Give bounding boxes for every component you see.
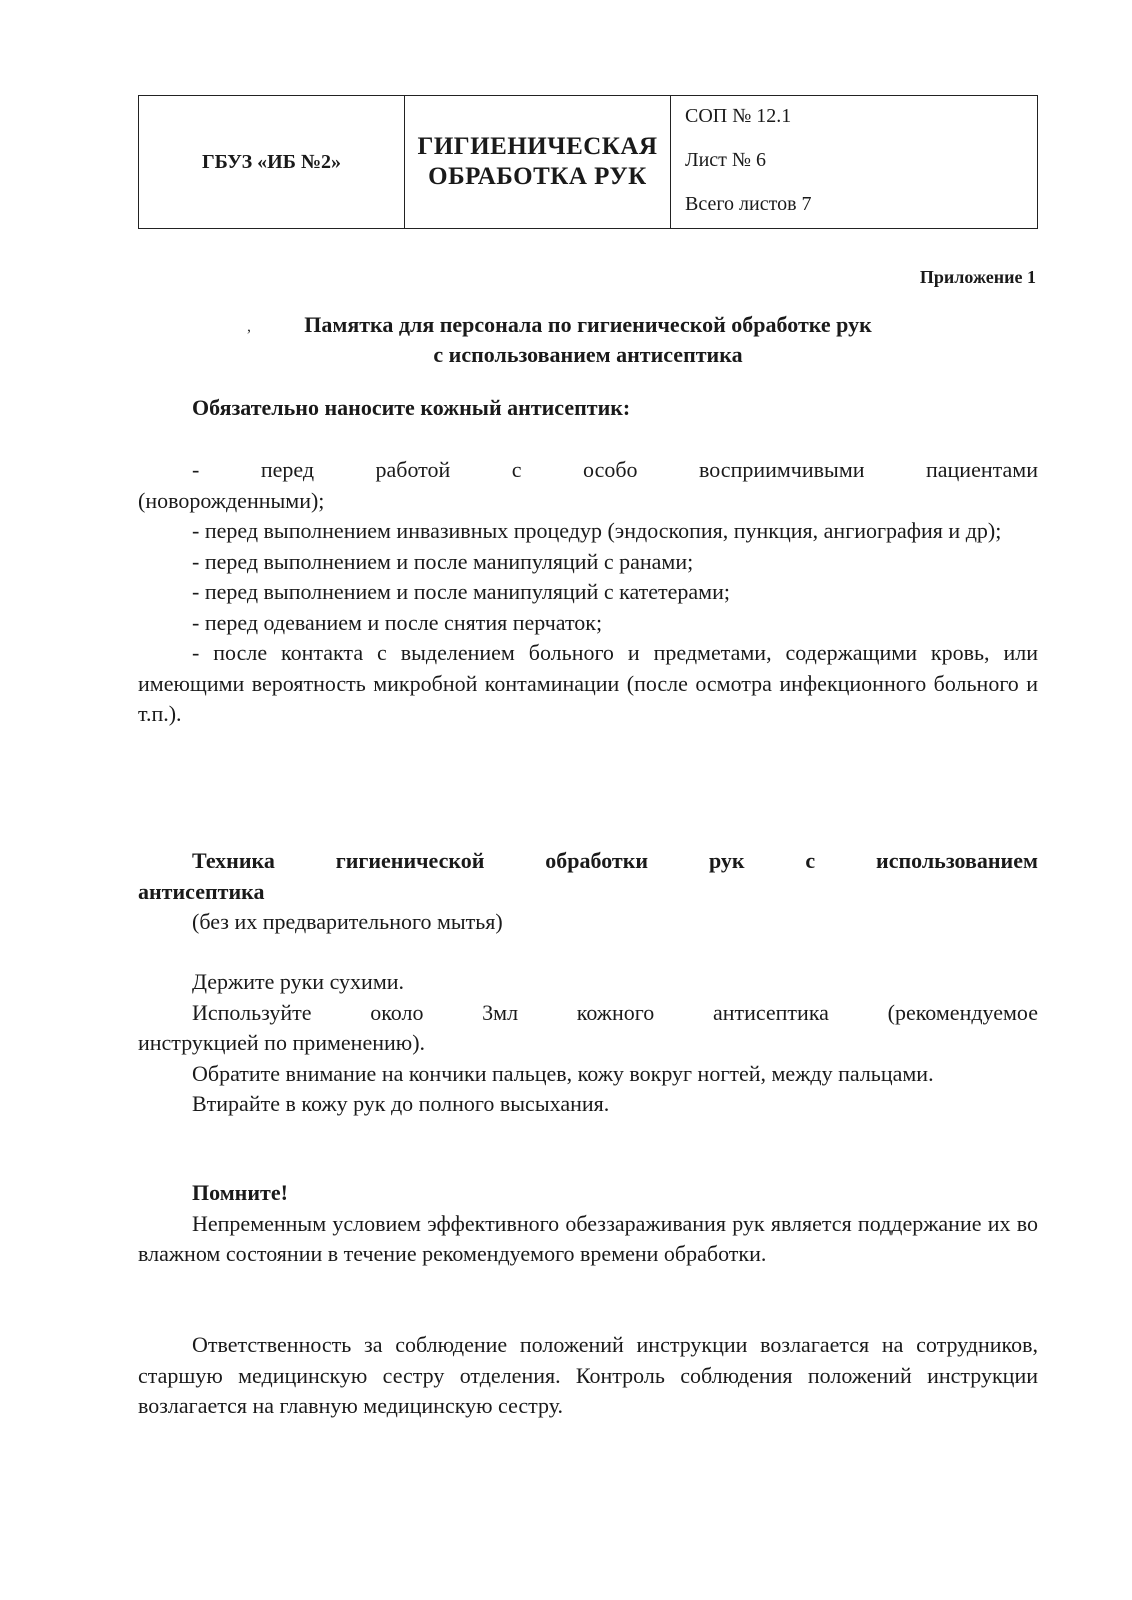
section-remember-text: Непременным условием эффективного обеззараживания рук является поддержание их во влажном состоянии в течение рекомендуемого времени обработки. (138, 1210, 1038, 1266)
list-item-4: - перед выполнением и после манипуляций с катетерами; (192, 579, 730, 604)
list-item-5: - перед одеванием и после снятия перчаток; (192, 609, 603, 635)
document-title-line2: ОБРАБОТКА РУК (428, 163, 647, 190)
list-item-2: - перед выполнением инвазивных процедур (эндоскопия, пункция, ангиография и др); (192, 518, 1002, 543)
section-mandatory-list (138, 455, 1038, 730)
list-item-6: - после контакта с выделением больного и предметами, содержащими кровь, или имеющими вероятность микробной контаминации (после осмотра инфекционного больного и т.п.). (138, 640, 1038, 726)
list-item-1-line2: (новорожденными); (138, 487, 325, 513)
section-technique-heading-line1: Техника гигиенической обработки рук с использованием (192, 848, 1038, 873)
organization-name: ГБУЗ «ИБ №2» (139, 96, 405, 228)
appendix-label: Приложение 1 (919, 267, 1036, 287)
list-item-3: - перед выполнением и после манипуляций с ранами; (192, 548, 694, 574)
section-technique-heading-line2: антисептика (138, 878, 265, 904)
section-remember-heading: Помните! (192, 1180, 288, 1205)
technique-step-2-line1: Используйте около 3мл кожного антисептика (рекомендуемое (192, 999, 1038, 1025)
document-meta-cell (671, 96, 1037, 228)
section-mandatory (138, 393, 1038, 424)
section-technique-body (138, 967, 1038, 1120)
technique-step-2-line2: инструкцией по применению). (138, 1030, 426, 1055)
total-sheets: Всего листов 7 (685, 193, 812, 215)
section-responsibility (138, 1330, 1038, 1422)
document-title-cell (405, 96, 671, 228)
document-title-line1: ГИГИЕНИЧЕСКАЯ (417, 133, 658, 160)
technique-step-3: Обратите внимание на кончики пальцев, кожу вокруг ногтей, между пальцами. (192, 1060, 934, 1086)
sop-number: СОП № 12.1 (685, 105, 792, 127)
stray-mark: , (247, 318, 251, 335)
memo-title-line2: с использованием антисептика (433, 342, 743, 367)
section-technique-heading (138, 846, 1038, 907)
section-responsibility-text: Ответственность за соблюдение положений инструкции возлагается на сотрудников, старшую медицинскую сестру отделения. Контроль соблюдения положений инструкции возлагается на главную медицинскую сестру. (138, 1332, 1038, 1418)
section-technique-subtitle: (без их предварительного мытья) (192, 909, 503, 934)
sheet-number: Лист № 6 (685, 149, 766, 171)
memo-title (138, 310, 1038, 370)
list-item-1-line1: - перед работой с особо восприимчивыми пациентами (192, 457, 1038, 482)
section-remember (138, 1178, 1038, 1270)
section-mandatory-heading: Обязательно наносите кожный антисептик: (192, 395, 631, 420)
memo-title-line1: Памятка для персонала по гигиенической обработке рук (304, 312, 872, 337)
technique-step-4: Втирайте в кожу рук до полного высыхания. (192, 1091, 610, 1116)
header-table (138, 95, 1038, 229)
technique-step-1: Держите руки сухими. (192, 969, 405, 994)
